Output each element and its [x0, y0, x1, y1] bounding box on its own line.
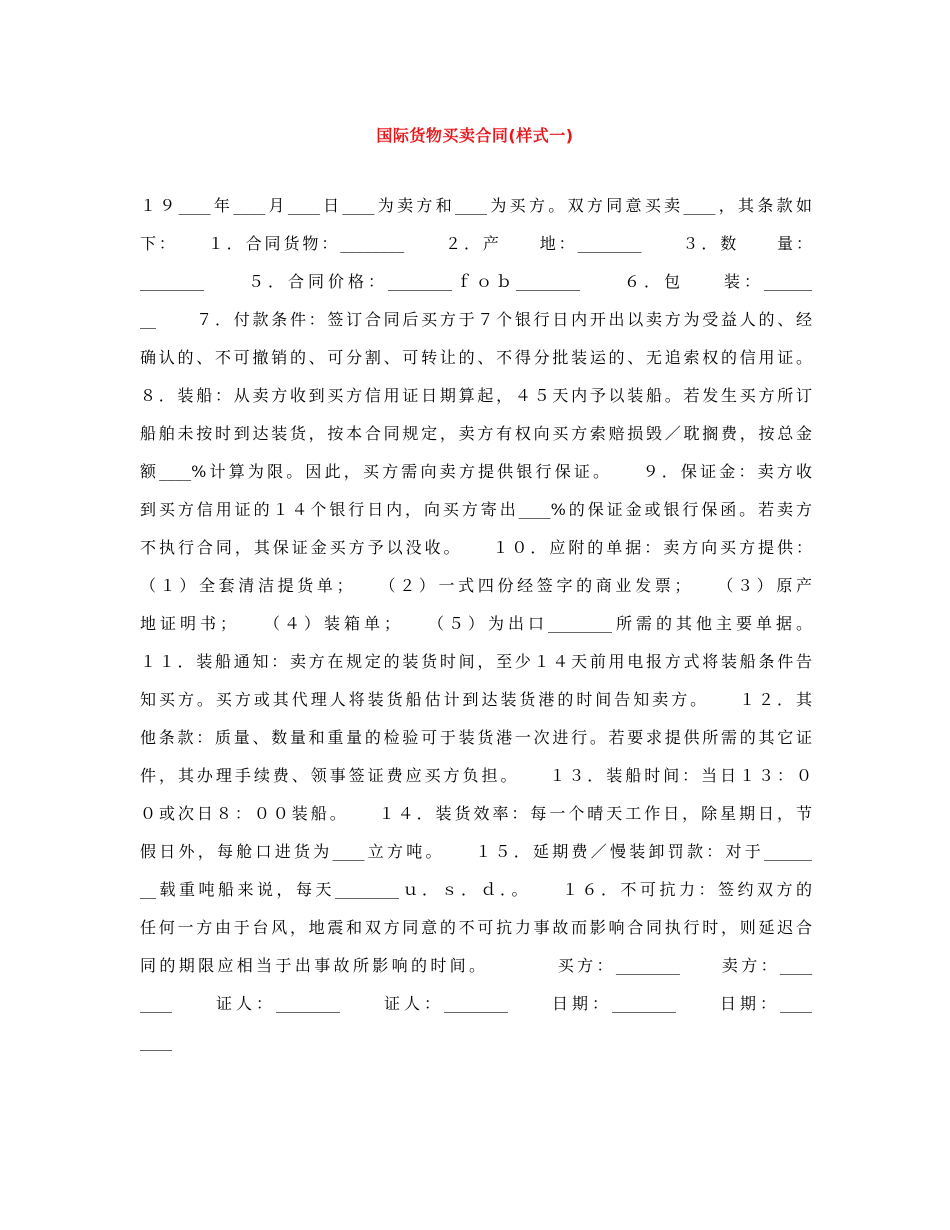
text-line: 确认的、不可撤销的、可分割、可转让的、不得分批装运的、无追索权的信用证。: [140, 348, 812, 367]
text-line: ____: [140, 1032, 172, 1051]
text-line: 船舶未按时到达装货，按本合同规定，卖方有权向买方索赔损毁／耽搁费，按总金: [140, 424, 812, 443]
contract-body: [140, 192, 812, 1066]
text-line: 地证明书； （４）装箱单； （５）为出口________所需的其他主要单据。: [140, 614, 812, 633]
text-line: 他条款：质量、数量和重量的检验可于装货港一次进行。若要求提供所需的其它证: [140, 728, 812, 747]
text-line: 知买方。买方或其代理人将装货船估计到达装货港的时间告知卖方。 １２．其: [140, 690, 812, 709]
text-line: __ ７．付款条件：签订合同后买方于７个银行日内开出以卖方为受益人的、经: [140, 310, 812, 329]
text-line: __载重吨船来说，每天________ｕ．ｓ．ｄ．。 １６．不可抗力：签约双方的: [140, 880, 812, 899]
text-line: ________ ５．合同价格：________ｆｏｂ________ ６．包 装：______: [140, 272, 812, 291]
text-line: ____ 证人：________ 证人：________ 日期：________ 日期：____: [140, 994, 812, 1013]
text-line: １１．装船通知：卖方在规定的装货时间，至少１４天前用电报方式将装船条件告: [140, 652, 812, 671]
text-line: ８．装船：从卖方收到买方信用证日期算起，４５天内予以装船。若发生买方所订: [140, 386, 812, 405]
text-line: 同的期限应相当于出事故所影响的时间。 买方：________ 卖方：____: [140, 956, 812, 975]
text-line: 不执行合同，其保证金买方予以没收。 １０．应附的单据：卖方向买方提供：: [140, 538, 812, 557]
page-title: 国际货物买卖合同(样式一): [376, 126, 574, 145]
text-line: 到买方信用证的１４个银行日内，向买方寄出____%的保证金或银行保函。若卖方: [140, 500, 812, 519]
text-line: （１）全套清洁提货单； （２）一式四份经签字的商业发票； （３）原产: [140, 576, 812, 595]
text-line: １９____年____月____日____为卖方和____为买方。双方同意买卖____，其条款如: [140, 196, 812, 215]
text-line: 假日外，每舱口进货为____立方吨。 １５．延期费／慢装卸罚款：对于______: [140, 842, 812, 861]
text-line: 任何一方由于台风，地震和双方同意的不可抗力事故而影响合同执行时，则延迟合: [140, 918, 812, 937]
text-line: 下： １．合同货物：________ ２．产 地：________ ３．数 量：: [140, 234, 812, 253]
text-line: 件，其办理手续费、领事签证费应买方负担。 １３．装船时间：当日１３：０: [140, 766, 812, 785]
text-line: 额____%计算为限。因此，买方需向卖方提供银行保证。 ９．保证金：卖方收: [140, 462, 812, 481]
text-line: ０或次日８：００装船。 １４．装货效率：每一个晴天工作日，除星期日，节: [140, 804, 812, 823]
